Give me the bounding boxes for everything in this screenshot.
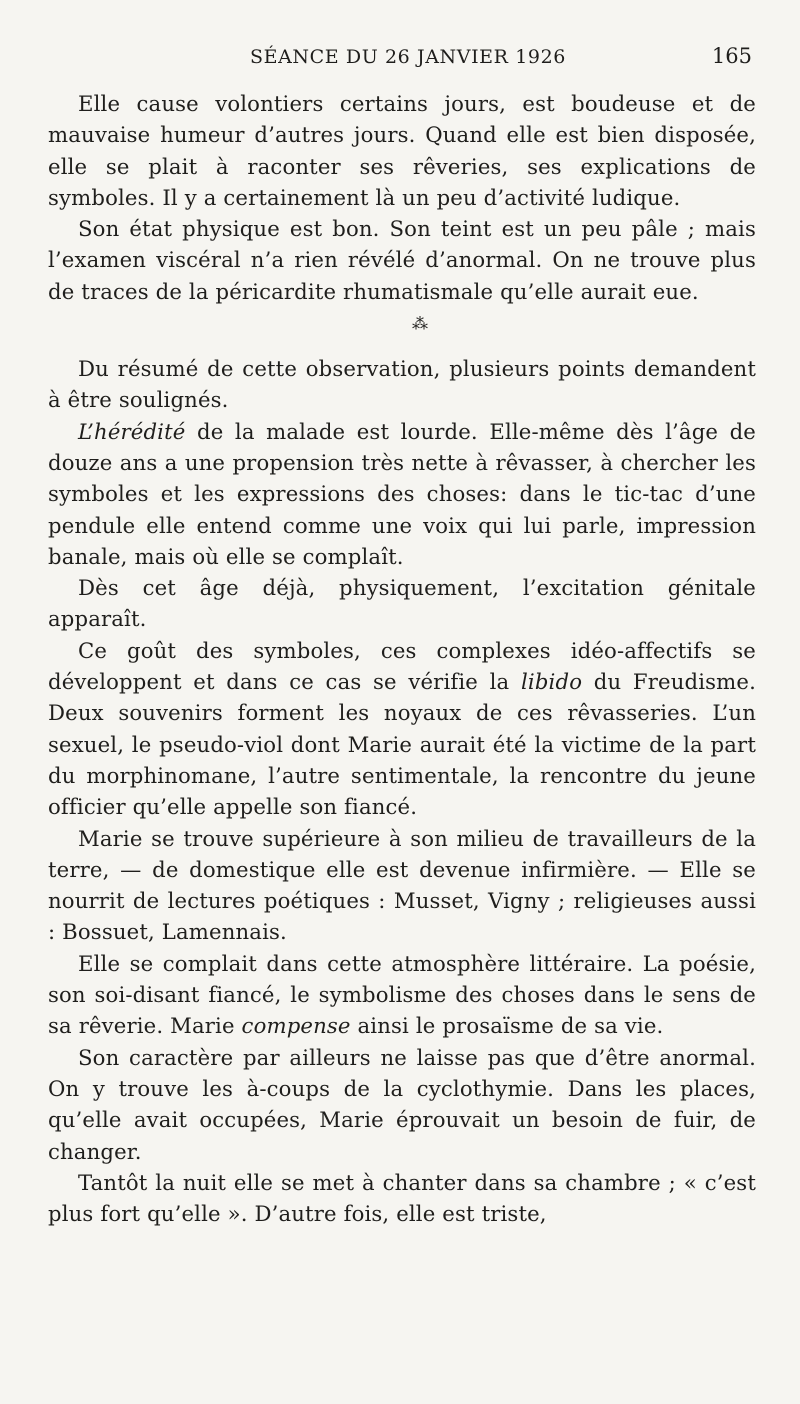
paragraph-heredity xyxy=(48,416,756,572)
paragraph-character: Son caractère par ailleurs ne laisse pas que d’être anormal. On y trouve les à-coups de la cyclothymie. Dans les places, qu’elle avait occupées, Marie éprouvait un besoin de fuir, de changer. xyxy=(48,1044,756,1164)
italic-term-compense: compense xyxy=(241,1013,351,1039)
paragraph-heredity-text: de la malade est lourde. Elle-même dès l’âge de douze ans a une propension très nette à rêvasser, à chercher les symboles et les expressions des choses: dans le tic-tac d’une pendule elle entend comme une voix qui lui parle, impression banale, mais où elle se complaît. xyxy=(48,418,756,569)
paragraph-readings: Marie se trouve supérieure à son milieu de travailleurs de la terre, — de domestique elle est devenue infirmière. — Elle se nourrit de lectures poétiques : Musset, Vigny ; religieuses aussi : Bossuet, Lamennais. xyxy=(48,825,756,945)
section-asterism: ⁂ xyxy=(412,314,428,334)
paragraph-genital-excitation: Dès cet âge déjà, physiquement, l’excitation génitale apparaît. xyxy=(48,575,756,632)
paragraph-symbols-libido xyxy=(48,635,756,823)
italic-term-libido: libido xyxy=(520,669,583,695)
paragraph-literary-atmosphere xyxy=(48,948,756,1042)
page-header xyxy=(48,42,756,82)
paragraph-summary-intro: Du résumé de cette observation, plusieurs points demandent à être soulignés. xyxy=(48,356,756,413)
running-head: SÉANCE DU 26 JANVIER 1926 xyxy=(250,46,566,68)
paragraph-literary-text-before: Elle se complait dans cette atmosphère littéraire. La poésie, son soi-disant fiancé, le symbolisme des choses dans le sens de sa rêverie. Marie xyxy=(48,950,756,1039)
paragraph-literary-text-after: ainsi le prosaïsme de sa vie. xyxy=(350,1013,664,1039)
paragraph-symbols-text-after: du Freudisme. Deux souvenirs forment les noyaux de ces rêvasseries. L’un sexuel, le pseudo-viol dont Marie aurait été la victime de la part du morphinomane, l’autre sentimentale, la rencontre du jeune officier qu’elle appelle son fiancé. xyxy=(48,669,756,820)
paragraph-mood: Elle cause volontiers certains jours, est boudeuse et de mauvaise humeur d’autres jours. Quand elle est bien disposée, elle se plait à raconter ses rêveries, ses explications de symboles. Il y a certainement là un peu d’activité ludique. xyxy=(48,91,756,210)
page-number: 165 xyxy=(711,44,752,68)
paragraph-physical-state: Son état physique est bon. Son teint est un peu pâle ; mais l’examen viscéral n’a rien révélé d’anormal. On ne trouve plus de traces de la péricardite rhumatismale qu’elle aurait eue. xyxy=(48,216,756,304)
paragraph-symbols-text-before: Ce goût des symboles, ces complexes idéo-affectifs se développent et dans ce cas se vérifie la xyxy=(48,637,756,695)
paragraph-night-singing: Tantôt la nuit elle se met à chanter dans sa chambre ; « c’est plus fort qu’elle ». D’autre fois, elle est triste, xyxy=(48,1169,756,1227)
italic-term-heredite: L’hérédité xyxy=(78,418,186,444)
